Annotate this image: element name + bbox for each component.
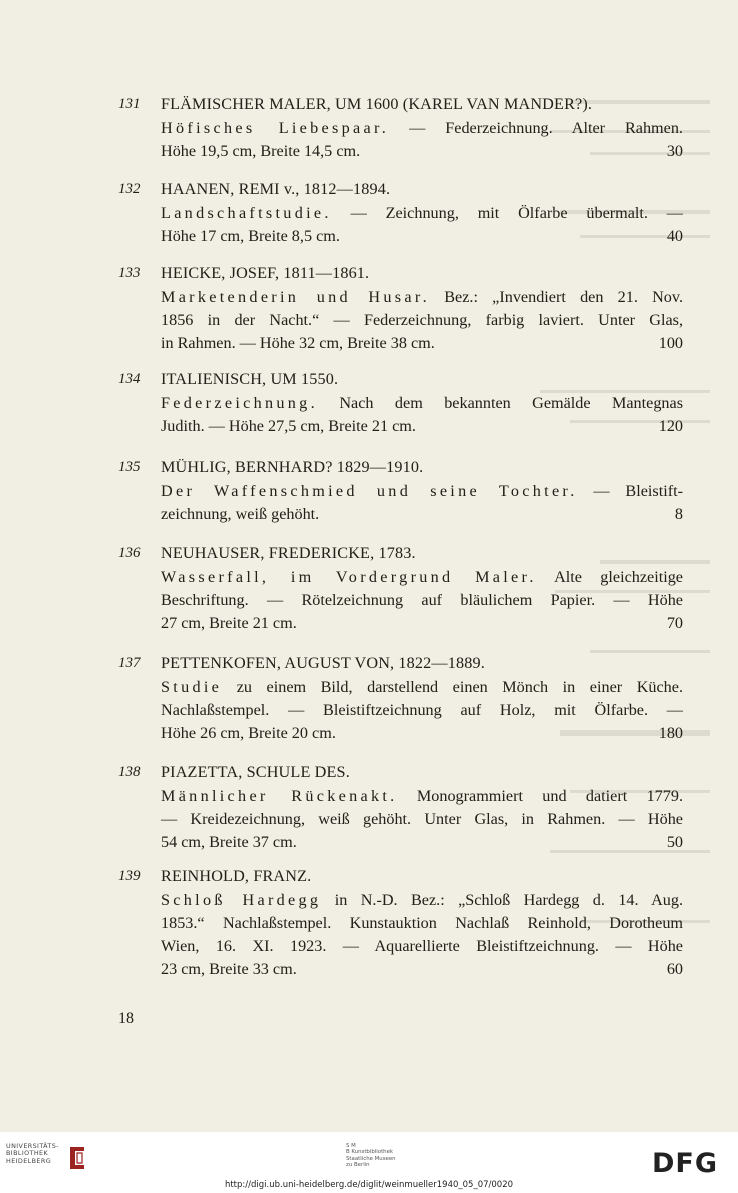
- lot-title: PIAZETTA, SCHULE DES.: [161, 763, 350, 781]
- artwork-title: Höfisches Liebespaar.: [161, 119, 390, 137]
- artwork-title: Der Waffenschmied und seine Tochter.: [161, 482, 578, 500]
- permalink-url[interactable]: http://digi.ub.uni-heidelberg.de/diglit/weinmueller1940_05_07/0020: [224, 1180, 514, 1190]
- lot-dimensions: Judith. — Höhe 27,5 cm, Breite 21 cm.: [161, 417, 416, 435]
- lot-dimensions: Höhe 19,5 cm, Breite 14,5 cm.: [161, 142, 361, 160]
- lot-number: 133: [118, 265, 141, 281]
- lot-title: NEUHAUSER, FREDERICKE, 1783.: [161, 544, 416, 562]
- lot-price: 180: [658, 724, 683, 742]
- artwork-title: Schloß Hardegg: [161, 891, 322, 909]
- lot-description-line: Wien, 16. XI. 1923. — Aquarellierte Bleistiftzeichnung. — Höhe: [161, 937, 683, 955]
- lot-description-line: — Kreidezeichnung, weiß gehöht. Unter Glas, in Rahmen. — Höhe: [161, 810, 683, 828]
- lot-dimensions: Höhe 17 cm, Breite 8,5 cm.: [161, 227, 340, 245]
- lot-dimensions: in Rahmen. — Höhe 32 cm, Breite 38 cm.: [161, 334, 435, 352]
- lot-number: 138: [118, 764, 141, 780]
- page-number: 18: [118, 1010, 134, 1027]
- heidelberg-library-logo-icon[interactable]: [66, 1145, 88, 1171]
- lot-description: Schloß Hardegg in N.-D. Bez.: „Schloß Hardegg d. 14. Aug.: [161, 891, 683, 909]
- lot-number: 137: [118, 655, 141, 671]
- artwork-title: Federzeichnung.: [161, 394, 318, 412]
- lot-description: Höfisches Liebespaar. — Federzeichnung. Alter Rahmen.: [161, 119, 683, 137]
- smb-kunstbibliothek-label[interactable]: S M B Kunstbibliothek Staatliche Museen zu Berlin: [346, 1143, 396, 1168]
- lot-description-line: Nachlaßstempel. — Bleistiftzeichnung auf Holz, mit Ölfarbe. —: [161, 701, 683, 719]
- lot-number: 139: [118, 868, 141, 884]
- lot-description: Marketenderin und Husar. Bez.: „Invendiert den 21. Nov.: [161, 288, 683, 306]
- lot-price: 60: [666, 960, 683, 978]
- lot-dimensions: zeichnung, weiß gehöht.: [161, 505, 320, 523]
- lot-description-line: 1853.“ Nachlaßstempel. Kunstauktion Nachlaß Reinhold, Dorotheum: [161, 914, 683, 932]
- lot-description: Federzeichnung. Nach dem bekannten Gemälde Mantegnas: [161, 394, 683, 412]
- lot-dimensions: Höhe 26 cm, Breite 20 cm.: [161, 724, 336, 742]
- artwork-title: Marketenderin und Husar.: [161, 288, 431, 306]
- lot-price: 120: [658, 417, 683, 435]
- lot-title: ITALIENISCH, UM 1550.: [161, 370, 339, 388]
- lot-description: Landschaftstudie. — Zeichnung, mit Ölfarbe übermalt. —: [161, 204, 683, 222]
- lot-price: 70: [666, 614, 683, 632]
- lot-number: 136: [118, 545, 141, 561]
- lot-number: 134: [118, 371, 141, 387]
- lot-price: 50: [666, 833, 683, 851]
- lot-number: 135: [118, 459, 141, 475]
- dfg-logo[interactable]: DFG: [651, 1148, 718, 1179]
- lot-title: MÜHLIG, BERNHARD? 1829—1910.: [161, 458, 424, 476]
- lot-description: Der Waffenschmied und seine Tochter. — Bleistift-: [161, 482, 683, 500]
- lot-number: 132: [118, 181, 141, 197]
- lot-title: REINHOLD, FRANZ.: [161, 867, 312, 885]
- lot-title: HEICKE, JOSEF, 1811—1861.: [161, 264, 370, 282]
- lot-title: FLÄMISCHER MALER, UM 1600 (KAREL VAN MANDER?).: [161, 95, 593, 113]
- lot-dimensions: 54 cm, Breite 37 cm.: [161, 833, 297, 851]
- lot-description: Studie zu einem Bild, darstellend einen Mönch in einer Küche.: [161, 678, 683, 696]
- lot-description: Männlicher Rückenakt. Monogrammiert und datiert 1779.: [161, 787, 684, 805]
- lot-title: HAANEN, REMI v., 1812—1894.: [161, 180, 391, 198]
- lot-price: 100: [658, 334, 683, 352]
- artwork-title: Wasserfall, im Vordergrund Maler.: [161, 568, 537, 586]
- lot-price: 40: [666, 227, 683, 245]
- university-library-label[interactable]: UNIVERSITÄTS- BIBLIOTHEK HEIDELBERG: [6, 1142, 59, 1165]
- lot-number: 131: [118, 96, 141, 112]
- artwork-title: Männlicher Rückenakt.: [161, 787, 398, 805]
- lot-title: PETTENKOFEN, AUGUST VON, 1822—1889.: [161, 654, 485, 672]
- artwork-title: Studie: [161, 678, 223, 696]
- lot-description-line: Beschriftung. — Rötelzeichnung auf bläulichem Papier. — Höhe: [161, 591, 683, 609]
- lot-price: 30: [666, 142, 683, 160]
- lot-description-line: 1856 in der Nacht.“ — Federzeichnung, farbig laviert. Unter Glas,: [161, 311, 683, 329]
- lot-description: Wasserfall, im Vordergrund Maler. Alte gleichzeitige: [161, 568, 683, 586]
- lot-dimensions: 27 cm, Breite 21 cm.: [161, 614, 297, 632]
- lot-dimensions: 23 cm, Breite 33 cm.: [161, 960, 297, 978]
- artwork-title: Landschaftstudie.: [161, 204, 332, 222]
- lot-price: 8: [674, 505, 683, 523]
